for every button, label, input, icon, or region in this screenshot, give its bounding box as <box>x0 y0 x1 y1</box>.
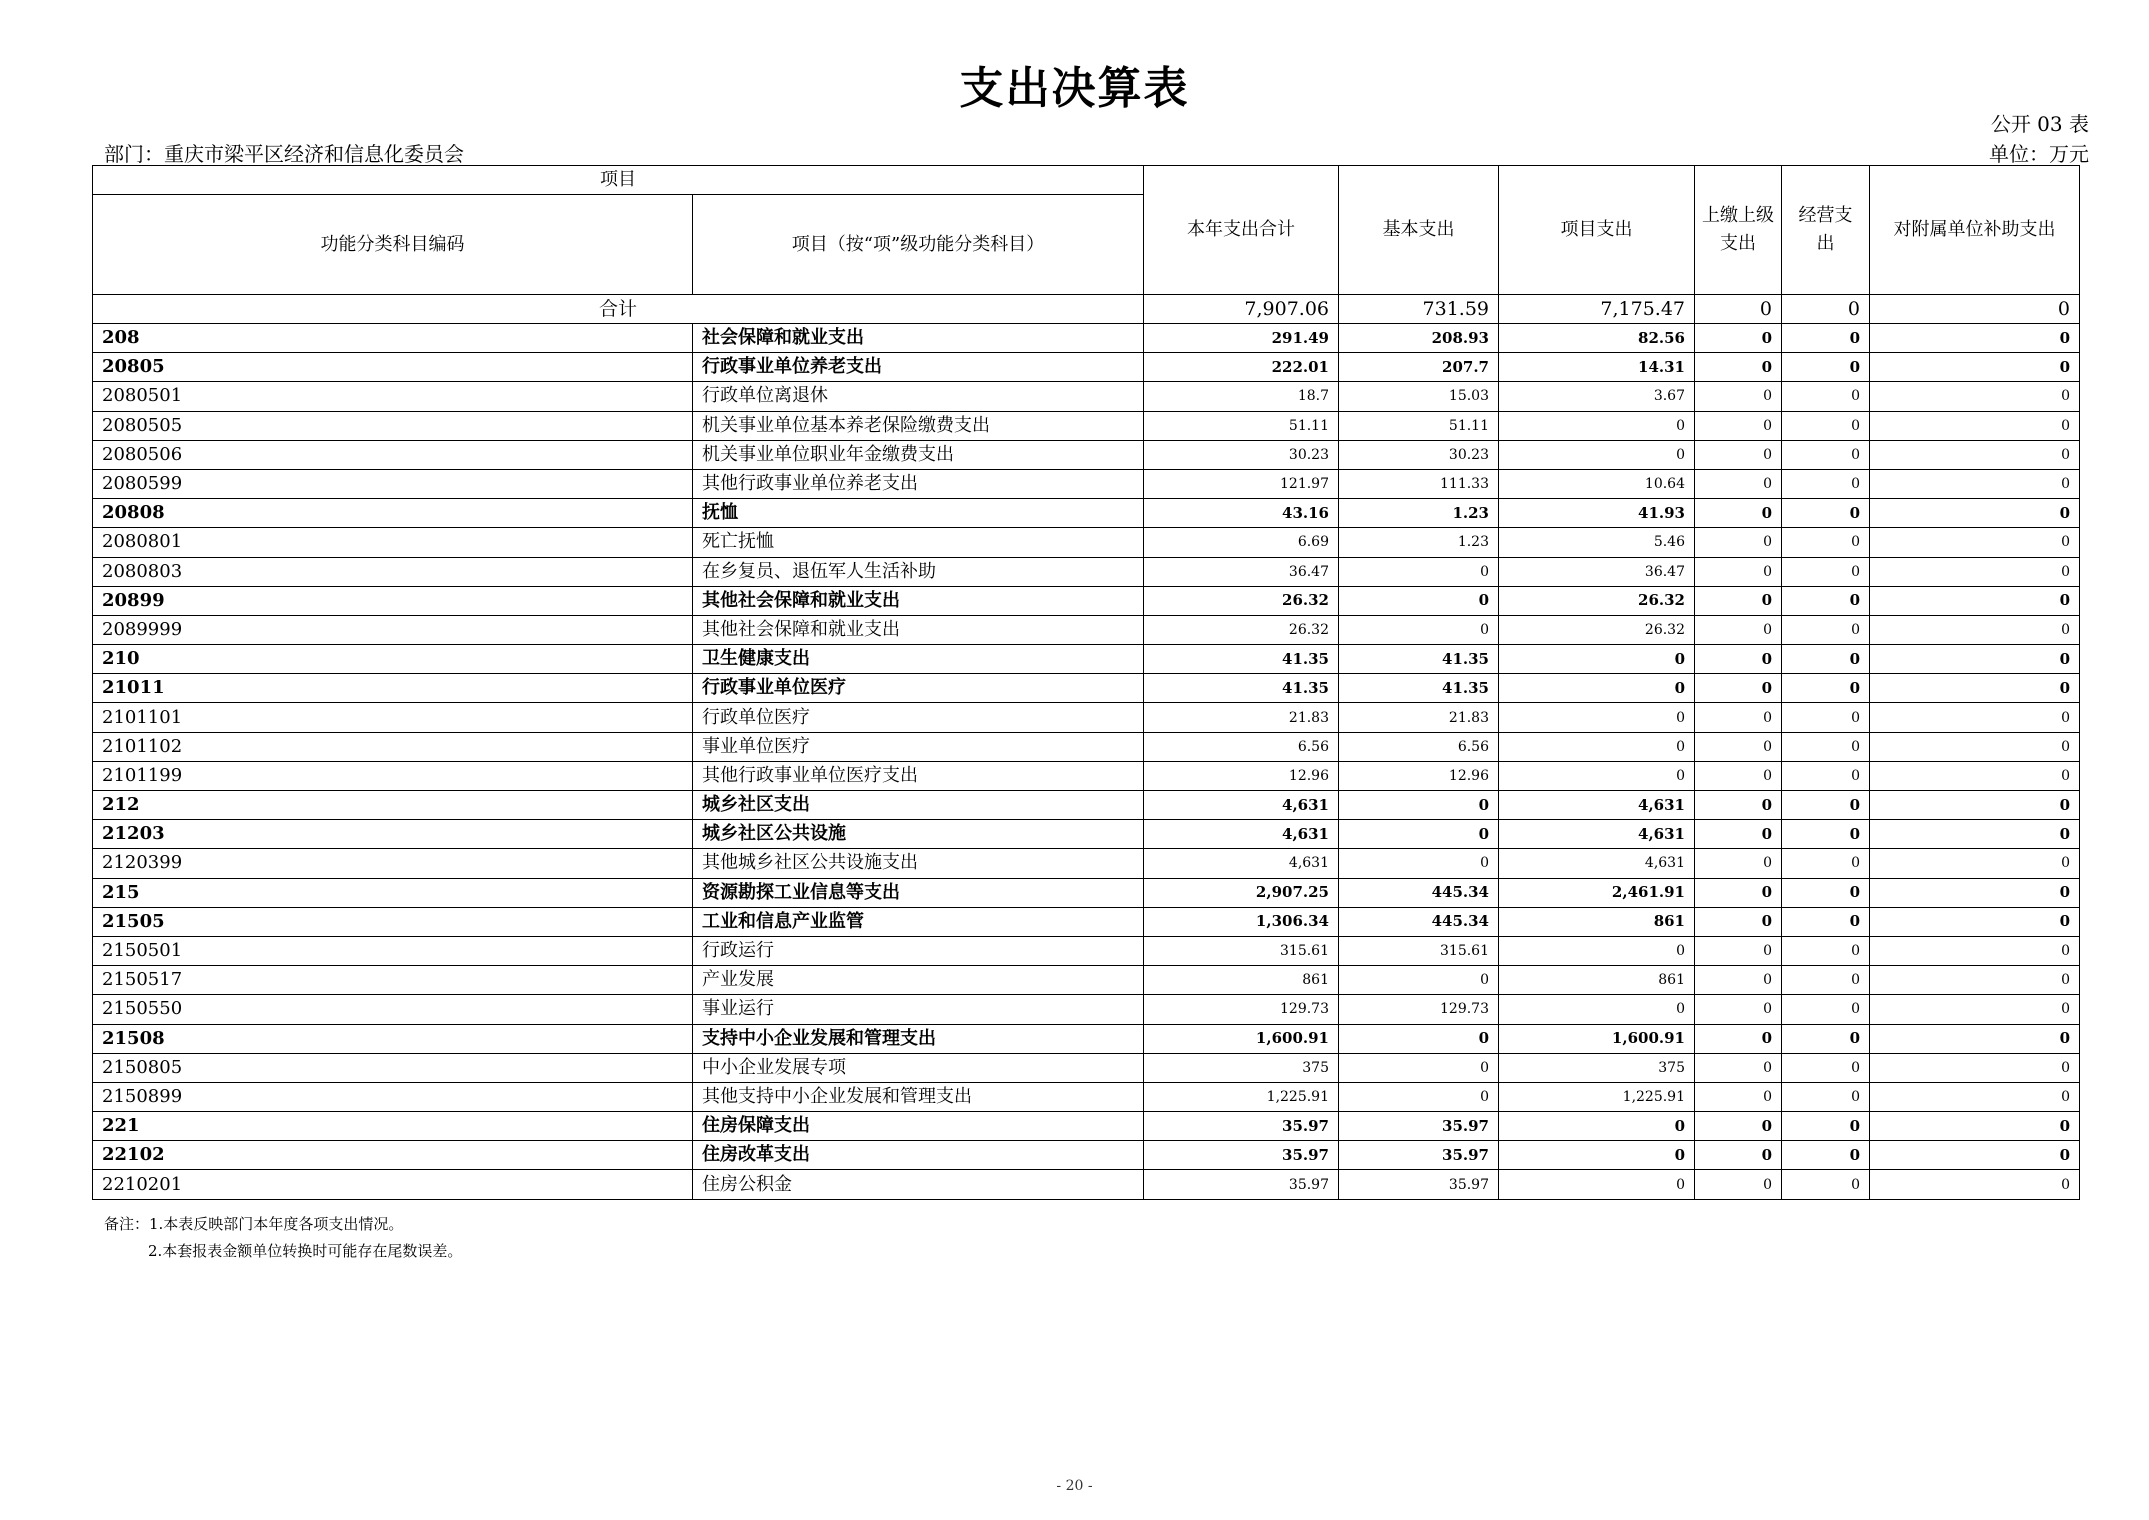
cell-business: 0 <box>1782 528 1870 557</box>
cell-project: 0 <box>1499 936 1695 965</box>
cell-remit: 0 <box>1695 1082 1782 1111</box>
cell-subsidy: 0 <box>1870 703 2080 732</box>
cell-total: 43.16 <box>1144 499 1339 528</box>
cell-subsidy: 0 <box>1870 820 2080 849</box>
cell-basic: 0 <box>1339 849 1499 878</box>
cell-subsidy: 0 <box>1870 586 2080 615</box>
cell-code: 22102 <box>93 1141 693 1170</box>
cell-remit: 0 <box>1695 674 1782 703</box>
cell-subsidy: 0 <box>1870 324 2080 353</box>
cell-remit: 0 <box>1695 557 1782 586</box>
cell-basic: 51.11 <box>1339 411 1499 440</box>
table-row <box>93 411 2080 440</box>
cell-subsidy: 0 <box>1870 1053 2080 1082</box>
total-cell-subsidy: 0 <box>1870 295 2080 324</box>
cell-subsidy: 0 <box>1870 1082 2080 1111</box>
cell-basic: 0 <box>1339 1053 1499 1082</box>
header-subsidy: 对附属单位补助支出 <box>1870 166 2080 295</box>
table-row <box>93 761 2080 790</box>
cell-code: 2150517 <box>93 966 693 995</box>
cell-name: 社会保障和就业支出 <box>693 324 1144 353</box>
cell-total: 129.73 <box>1144 995 1339 1024</box>
cell-remit: 0 <box>1695 878 1782 907</box>
total-label: 合计 <box>93 295 1144 324</box>
cell-total: 861 <box>1144 966 1339 995</box>
table-row <box>93 324 2080 353</box>
cell-remit: 0 <box>1695 324 1782 353</box>
cell-basic: 0 <box>1339 557 1499 586</box>
cell-business: 0 <box>1782 1024 1870 1053</box>
cell-subsidy: 0 <box>1870 615 2080 644</box>
cell-project: 3.67 <box>1499 382 1695 411</box>
cell-code: 2101102 <box>93 732 693 761</box>
cell-total: 6.69 <box>1144 528 1339 557</box>
cell-name: 中小企业发展专项 <box>693 1053 1144 1082</box>
table-row <box>93 1053 2080 1082</box>
cell-business: 0 <box>1782 732 1870 761</box>
cell-total: 121.97 <box>1144 469 1339 498</box>
table-row <box>93 849 2080 878</box>
cell-code: 21505 <box>93 907 693 936</box>
cell-name: 其他支持中小企业发展和管理支出 <box>693 1082 1144 1111</box>
total-row <box>93 295 2080 324</box>
cell-remit: 0 <box>1695 586 1782 615</box>
cell-subsidy: 0 <box>1870 469 2080 498</box>
cell-business: 0 <box>1782 966 1870 995</box>
cell-basic: 35.97 <box>1339 1170 1499 1199</box>
cell-remit: 0 <box>1695 907 1782 936</box>
cell-subsidy: 0 <box>1870 936 2080 965</box>
cell-business: 0 <box>1782 615 1870 644</box>
cell-business: 0 <box>1782 324 1870 353</box>
cell-project: 36.47 <box>1499 557 1695 586</box>
cell-total: 291.49 <box>1144 324 1339 353</box>
cell-total: 21.83 <box>1144 703 1339 732</box>
cell-basic: 0 <box>1339 966 1499 995</box>
header-business: 经营支出 <box>1782 166 1870 295</box>
cell-basic: 30.23 <box>1339 440 1499 469</box>
cell-business: 0 <box>1782 878 1870 907</box>
cell-business: 0 <box>1782 761 1870 790</box>
cell-remit: 0 <box>1695 645 1782 674</box>
cell-remit: 0 <box>1695 1053 1782 1082</box>
cell-basic: 41.35 <box>1339 645 1499 674</box>
cell-business: 0 <box>1782 791 1870 820</box>
cell-remit: 0 <box>1695 995 1782 1024</box>
cell-business: 0 <box>1782 499 1870 528</box>
cell-project: 41.93 <box>1499 499 1695 528</box>
cell-business: 0 <box>1782 703 1870 732</box>
cell-total: 6.56 <box>1144 732 1339 761</box>
cell-name: 住房改革支出 <box>693 1141 1144 1170</box>
cell-project: 0 <box>1499 1141 1695 1170</box>
cell-basic: 35.97 <box>1339 1141 1499 1170</box>
table-row <box>93 353 2080 382</box>
cell-project: 1,600.91 <box>1499 1024 1695 1053</box>
cell-remit: 0 <box>1695 732 1782 761</box>
cell-remit: 0 <box>1695 1024 1782 1053</box>
cell-name: 住房公积金 <box>693 1170 1144 1199</box>
cell-total: 35.97 <box>1144 1112 1339 1141</box>
cell-name: 死亡抚恤 <box>693 528 1144 557</box>
cell-project: 4,631 <box>1499 849 1695 878</box>
cell-project: 0 <box>1499 1112 1695 1141</box>
table-row <box>93 907 2080 936</box>
cell-subsidy: 0 <box>1870 499 2080 528</box>
cell-code: 2080501 <box>93 382 693 411</box>
cell-total: 2,907.25 <box>1144 878 1339 907</box>
table-row <box>93 1170 2080 1199</box>
cell-name: 支持中小企业发展和管理支出 <box>693 1024 1144 1053</box>
total-cell-basic: 731.59 <box>1339 295 1499 324</box>
cell-basic: 445.34 <box>1339 878 1499 907</box>
cell-code: 2210201 <box>93 1170 693 1199</box>
cell-project: 5.46 <box>1499 528 1695 557</box>
cell-project: 26.32 <box>1499 586 1695 615</box>
form-number: 公开 03 表 <box>1990 112 2089 136</box>
cell-name: 事业单位医疗 <box>693 732 1144 761</box>
cell-subsidy: 0 <box>1870 791 2080 820</box>
cell-basic: 1.23 <box>1339 528 1499 557</box>
cell-remit: 0 <box>1695 849 1782 878</box>
cell-basic: 315.61 <box>1339 936 1499 965</box>
header-total: 本年支出合计 <box>1144 166 1339 295</box>
table-row <box>93 674 2080 703</box>
header-remit: 上缴上级支出 <box>1695 166 1782 295</box>
cell-code: 2080801 <box>93 528 693 557</box>
cell-subsidy: 0 <box>1870 645 2080 674</box>
cell-subsidy: 0 <box>1870 878 2080 907</box>
cell-name: 机关事业单位职业年金缴费支出 <box>693 440 1144 469</box>
cell-project: 0 <box>1499 995 1695 1024</box>
cell-subsidy: 0 <box>1870 557 2080 586</box>
cell-business: 0 <box>1782 469 1870 498</box>
cell-remit: 0 <box>1695 820 1782 849</box>
cell-business: 0 <box>1782 353 1870 382</box>
cell-subsidy: 0 <box>1870 849 2080 878</box>
table-row <box>93 1112 2080 1141</box>
cell-total: 41.35 <box>1144 674 1339 703</box>
table-row <box>93 1024 2080 1053</box>
cell-remit: 0 <box>1695 499 1782 528</box>
cell-business: 0 <box>1782 1082 1870 1111</box>
cell-name: 住房保障支出 <box>693 1112 1144 1141</box>
cell-business: 0 <box>1782 557 1870 586</box>
table-row <box>93 703 2080 732</box>
cell-name: 产业发展 <box>693 966 1144 995</box>
cell-basic: 41.35 <box>1339 674 1499 703</box>
cell-project: 4,631 <box>1499 791 1695 820</box>
cell-total: 26.32 <box>1144 586 1339 615</box>
cell-basic: 15.03 <box>1339 382 1499 411</box>
cell-total: 4,631 <box>1144 849 1339 878</box>
header-item-group: 项目 <box>93 166 1144 195</box>
cell-subsidy: 0 <box>1870 411 2080 440</box>
cell-total: 51.11 <box>1144 411 1339 440</box>
cell-code: 2150550 <box>93 995 693 1024</box>
cell-business: 0 <box>1782 1112 1870 1141</box>
cell-project: 0 <box>1499 1170 1695 1199</box>
cell-basic: 0 <box>1339 1024 1499 1053</box>
cell-code: 210 <box>93 645 693 674</box>
cell-remit: 0 <box>1695 936 1782 965</box>
cell-name: 事业运行 <box>693 995 1144 1024</box>
cell-subsidy: 0 <box>1870 761 2080 790</box>
cell-total: 41.35 <box>1144 645 1339 674</box>
cell-remit: 0 <box>1695 703 1782 732</box>
cell-code: 2089999 <box>93 615 693 644</box>
cell-remit: 0 <box>1695 966 1782 995</box>
cell-subsidy: 0 <box>1870 995 2080 1024</box>
total-cell-total: 7,907.06 <box>1144 295 1339 324</box>
cell-business: 0 <box>1782 820 1870 849</box>
header-project: 项目支出 <box>1499 166 1695 295</box>
cell-project: 0 <box>1499 674 1695 703</box>
table-row <box>93 966 2080 995</box>
cell-remit: 0 <box>1695 411 1782 440</box>
table-row <box>93 1082 2080 1111</box>
cell-code: 2101199 <box>93 761 693 790</box>
header-basic: 基本支出 <box>1339 166 1499 295</box>
cell-project: 2,461.91 <box>1499 878 1695 907</box>
cell-code: 21508 <box>93 1024 693 1053</box>
cell-basic: 445.34 <box>1339 907 1499 936</box>
cell-code: 2150805 <box>93 1053 693 1082</box>
cell-subsidy: 0 <box>1870 732 2080 761</box>
cell-basic: 111.33 <box>1339 469 1499 498</box>
cell-project: 4,631 <box>1499 820 1695 849</box>
table-row <box>93 1141 2080 1170</box>
cell-subsidy: 0 <box>1870 1024 2080 1053</box>
cell-basic: 35.97 <box>1339 1112 1499 1141</box>
cell-project: 0 <box>1499 732 1695 761</box>
cell-subsidy: 0 <box>1870 966 2080 995</box>
cell-total: 1,225.91 <box>1144 1082 1339 1111</box>
cell-total: 4,631 <box>1144 820 1339 849</box>
cell-basic: 12.96 <box>1339 761 1499 790</box>
cell-name: 其他社会保障和就业支出 <box>693 615 1144 644</box>
cell-name: 卫生健康支出 <box>693 645 1144 674</box>
cell-code: 208 <box>93 324 693 353</box>
cell-subsidy: 0 <box>1870 1112 2080 1141</box>
cell-code: 2150501 <box>93 936 693 965</box>
cell-business: 0 <box>1782 936 1870 965</box>
total-cell-remit: 0 <box>1695 295 1782 324</box>
cell-project: 0 <box>1499 761 1695 790</box>
cell-business: 0 <box>1782 995 1870 1024</box>
header-name: 项目（按“项”级功能分类科目） <box>693 195 1144 295</box>
cell-project: 10.64 <box>1499 469 1695 498</box>
cell-code: 2101101 <box>93 703 693 732</box>
cell-code: 2080803 <box>93 557 693 586</box>
table-row <box>93 995 2080 1024</box>
table-row <box>93 936 2080 965</box>
cell-code: 20805 <box>93 353 693 382</box>
cell-name: 城乡社区支出 <box>693 791 1144 820</box>
expenditure-table <box>92 165 2080 1200</box>
cell-business: 0 <box>1782 674 1870 703</box>
table-row <box>93 615 2080 644</box>
cell-project: 0 <box>1499 440 1695 469</box>
cell-name: 行政事业单位医疗 <box>693 674 1144 703</box>
cell-name: 其他行政事业单位养老支出 <box>693 469 1144 498</box>
table-row <box>93 499 2080 528</box>
cell-project: 861 <box>1499 907 1695 936</box>
cell-total: 222.01 <box>1144 353 1339 382</box>
cell-total: 36.47 <box>1144 557 1339 586</box>
cell-remit: 0 <box>1695 528 1782 557</box>
cell-project: 1,225.91 <box>1499 1082 1695 1111</box>
cell-basic: 0 <box>1339 615 1499 644</box>
cell-basic: 0 <box>1339 586 1499 615</box>
cell-code: 212 <box>93 791 693 820</box>
cell-subsidy: 0 <box>1870 907 2080 936</box>
cell-business: 0 <box>1782 1053 1870 1082</box>
cell-business: 0 <box>1782 440 1870 469</box>
cell-total: 35.97 <box>1144 1141 1339 1170</box>
cell-name: 行政事业单位养老支出 <box>693 353 1144 382</box>
cell-total: 35.97 <box>1144 1170 1339 1199</box>
cell-name: 在乡复员、退伍军人生活补助 <box>693 557 1144 586</box>
cell-name: 机关事业单位基本养老保险缴费支出 <box>693 411 1144 440</box>
cell-project: 26.32 <box>1499 615 1695 644</box>
department-label: 部门：重庆市梁平区经济和信息化委员会 <box>104 142 464 166</box>
table-row <box>93 732 2080 761</box>
cell-name: 其他城乡社区公共设施支出 <box>693 849 1144 878</box>
header-code: 功能分类科目编码 <box>93 195 693 295</box>
total-cell-project: 7,175.47 <box>1499 295 1695 324</box>
table-row <box>93 382 2080 411</box>
cell-code: 20808 <box>93 499 693 528</box>
note-2: 2.本套报表金额单位转换时可能存在尾数误差。 <box>148 1242 463 1260</box>
cell-name: 城乡社区公共设施 <box>693 820 1144 849</box>
cell-remit: 0 <box>1695 1170 1782 1199</box>
cell-business: 0 <box>1782 849 1870 878</box>
table-row <box>93 586 2080 615</box>
cell-basic: 207.7 <box>1339 353 1499 382</box>
cell-business: 0 <box>1782 382 1870 411</box>
table-row <box>93 878 2080 907</box>
cell-business: 0 <box>1782 411 1870 440</box>
cell-total: 4,631 <box>1144 791 1339 820</box>
cell-total: 1,306.34 <box>1144 907 1339 936</box>
cell-project: 14.31 <box>1499 353 1695 382</box>
cell-basic: 0 <box>1339 820 1499 849</box>
cell-business: 0 <box>1782 907 1870 936</box>
cell-name: 行政单位离退休 <box>693 382 1144 411</box>
cell-project: 0 <box>1499 411 1695 440</box>
cell-remit: 0 <box>1695 761 1782 790</box>
cell-remit: 0 <box>1695 1112 1782 1141</box>
cell-basic: 21.83 <box>1339 703 1499 732</box>
cell-total: 12.96 <box>1144 761 1339 790</box>
table-row <box>93 820 2080 849</box>
page-number: - 20 - <box>1056 1478 1093 1494</box>
page-title: 支出决算表 <box>959 63 1190 114</box>
table-row <box>93 469 2080 498</box>
cell-subsidy: 0 <box>1870 1141 2080 1170</box>
cell-business: 0 <box>1782 645 1870 674</box>
cell-basic: 129.73 <box>1339 995 1499 1024</box>
cell-remit: 0 <box>1695 1141 1782 1170</box>
cell-name: 行政运行 <box>693 936 1144 965</box>
cell-project: 861 <box>1499 966 1695 995</box>
cell-code: 20899 <box>93 586 693 615</box>
note-1: 备注：1.本表反映部门本年度各项支出情况。 <box>104 1215 404 1233</box>
cell-subsidy: 0 <box>1870 1170 2080 1199</box>
table-row <box>93 645 2080 674</box>
cell-project: 375 <box>1499 1053 1695 1082</box>
cell-basic: 208.93 <box>1339 324 1499 353</box>
cell-remit: 0 <box>1695 440 1782 469</box>
cell-code: 2080599 <box>93 469 693 498</box>
cell-remit: 0 <box>1695 791 1782 820</box>
cell-code: 2080506 <box>93 440 693 469</box>
cell-name: 抚恤 <box>693 499 1144 528</box>
cell-code: 2150899 <box>93 1082 693 1111</box>
cell-remit: 0 <box>1695 615 1782 644</box>
cell-name: 其他社会保障和就业支出 <box>693 586 1144 615</box>
cell-name: 工业和信息产业监管 <box>693 907 1144 936</box>
table-row <box>93 557 2080 586</box>
cell-total: 30.23 <box>1144 440 1339 469</box>
cell-name: 行政单位医疗 <box>693 703 1144 732</box>
cell-subsidy: 0 <box>1870 440 2080 469</box>
cell-business: 0 <box>1782 586 1870 615</box>
cell-code: 2120399 <box>93 849 693 878</box>
cell-basic: 0 <box>1339 1082 1499 1111</box>
cell-basic: 6.56 <box>1339 732 1499 761</box>
cell-basic: 0 <box>1339 791 1499 820</box>
cell-total: 26.32 <box>1144 615 1339 644</box>
table-row <box>93 528 2080 557</box>
cell-total: 375 <box>1144 1053 1339 1082</box>
table-row <box>93 791 2080 820</box>
cell-subsidy: 0 <box>1870 674 2080 703</box>
cell-remit: 0 <box>1695 469 1782 498</box>
cell-code: 215 <box>93 878 693 907</box>
cell-business: 0 <box>1782 1141 1870 1170</box>
cell-code: 21011 <box>93 674 693 703</box>
cell-basic: 1.23 <box>1339 499 1499 528</box>
cell-project: 0 <box>1499 645 1695 674</box>
cell-remit: 0 <box>1695 382 1782 411</box>
cell-total: 1,600.91 <box>1144 1024 1339 1053</box>
unit-label: 单位：万元 <box>1989 142 2089 166</box>
cell-code: 21203 <box>93 820 693 849</box>
cell-project: 0 <box>1499 703 1695 732</box>
cell-name: 其他行政事业单位医疗支出 <box>693 761 1144 790</box>
cell-remit: 0 <box>1695 353 1782 382</box>
cell-subsidy: 0 <box>1870 528 2080 557</box>
cell-business: 0 <box>1782 1170 1870 1199</box>
cell-code: 221 <box>93 1112 693 1141</box>
cell-project: 82.56 <box>1499 324 1695 353</box>
cell-total: 18.7 <box>1144 382 1339 411</box>
cell-subsidy: 0 <box>1870 353 2080 382</box>
total-cell-business: 0 <box>1782 295 1870 324</box>
cell-subsidy: 0 <box>1870 382 2080 411</box>
cell-name: 资源勘探工业信息等支出 <box>693 878 1144 907</box>
cell-code: 2080505 <box>93 411 693 440</box>
table-row <box>93 440 2080 469</box>
cell-total: 315.61 <box>1144 936 1339 965</box>
